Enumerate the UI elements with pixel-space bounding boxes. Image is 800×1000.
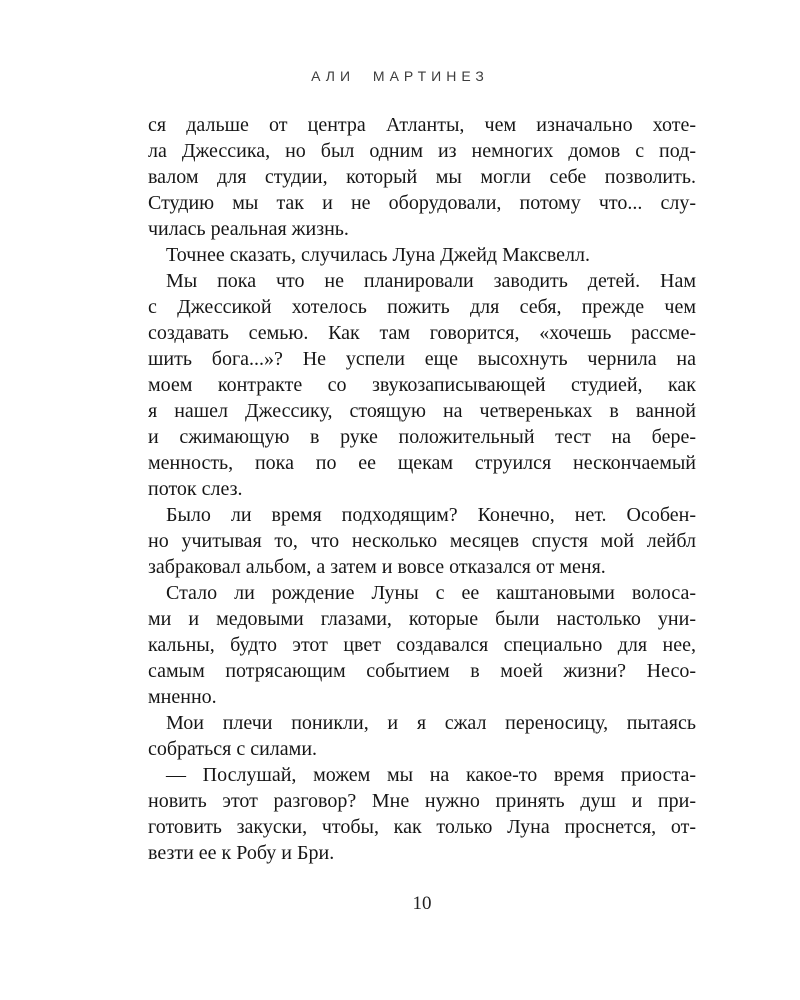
paragraph [148, 580, 696, 710]
paragraph [148, 268, 696, 502]
body-line: и сжимающую в руке положительный тест на бере- [148, 426, 696, 448]
body-line: поток слез. [148, 478, 243, 500]
body-line: менность, пока по ее щекам струился нескончаемый [148, 452, 696, 474]
page-number: 10 [412, 893, 432, 914]
paragraph-dialogue [148, 762, 696, 866]
running-header-author: АЛИ МАРТИНЕЗ [311, 68, 489, 84]
paragraph [148, 502, 696, 580]
body-line: самым потрясающим событием в моей жизни? Несо- [148, 660, 696, 682]
body-text [148, 112, 696, 866]
paragraph [148, 112, 696, 242]
body-line: Мои плечи поникли, и я сжал переносицу, пытаясь [166, 712, 696, 734]
body-line: моем контракте со звукозаписывающей студией, как [148, 374, 696, 396]
paragraph [148, 710, 696, 762]
body-line: с Джессикой хотелось пожить для себя, прежде чем [148, 296, 696, 318]
body-line: валом для студии, который мы могли себе позволить. [148, 166, 696, 188]
paragraph [148, 242, 696, 268]
body-line: Стало ли рождение Луны с ее каштановыми волоса- [166, 582, 696, 604]
body-line: новить этот разговор? Мне нужно принять душ и при- [148, 790, 696, 812]
body-line: ла Джессика, но был одним из немногих домов с под- [148, 140, 696, 162]
body-line: Мы пока что не планировали заводить детей. Нам [166, 270, 696, 292]
body-line: готовить закуски, чтобы, как только Луна проснется, от- [148, 816, 696, 838]
body-line: забраковал альбом, а затем и вовсе отказался от меня. [148, 556, 606, 578]
body-line: мненно. [148, 686, 217, 708]
body-line: шить бога...»? Не успели еще высохнуть чернила на [148, 348, 696, 370]
body-line: везти ее к Робу и Бри. [148, 842, 335, 864]
body-line: ся дальше от центра Атланты, чем изначально хоте- [148, 114, 696, 136]
body-line: — Послушай, можем мы на какое-то время приоста- [166, 764, 696, 786]
body-line: ми и медовыми глазами, которые были настолько уни- [148, 608, 696, 630]
body-line: собраться с силами. [148, 738, 318, 760]
body-line: Точнее сказать, случилась Луна Джейд Максвелл. [166, 244, 590, 266]
body-line: кальны, будто этот цвет создавался специально для нее, [148, 634, 696, 656]
body-line: Студию мы так и не оборудовали, потому что... слу- [148, 192, 696, 214]
body-line: создавать семью. Как там говорится, «хочешь рассме- [148, 322, 696, 344]
body-line: я нашел Джессику, стоящую на четвереньках в ванной [148, 400, 696, 422]
body-line: чилась реальная жизнь. [148, 218, 349, 240]
body-line: Было ли время подходящим? Конечно, нет. Особен- [166, 504, 696, 526]
body-line: но учитывая то, что несколько месяцев спустя мой лейбл [148, 530, 696, 552]
